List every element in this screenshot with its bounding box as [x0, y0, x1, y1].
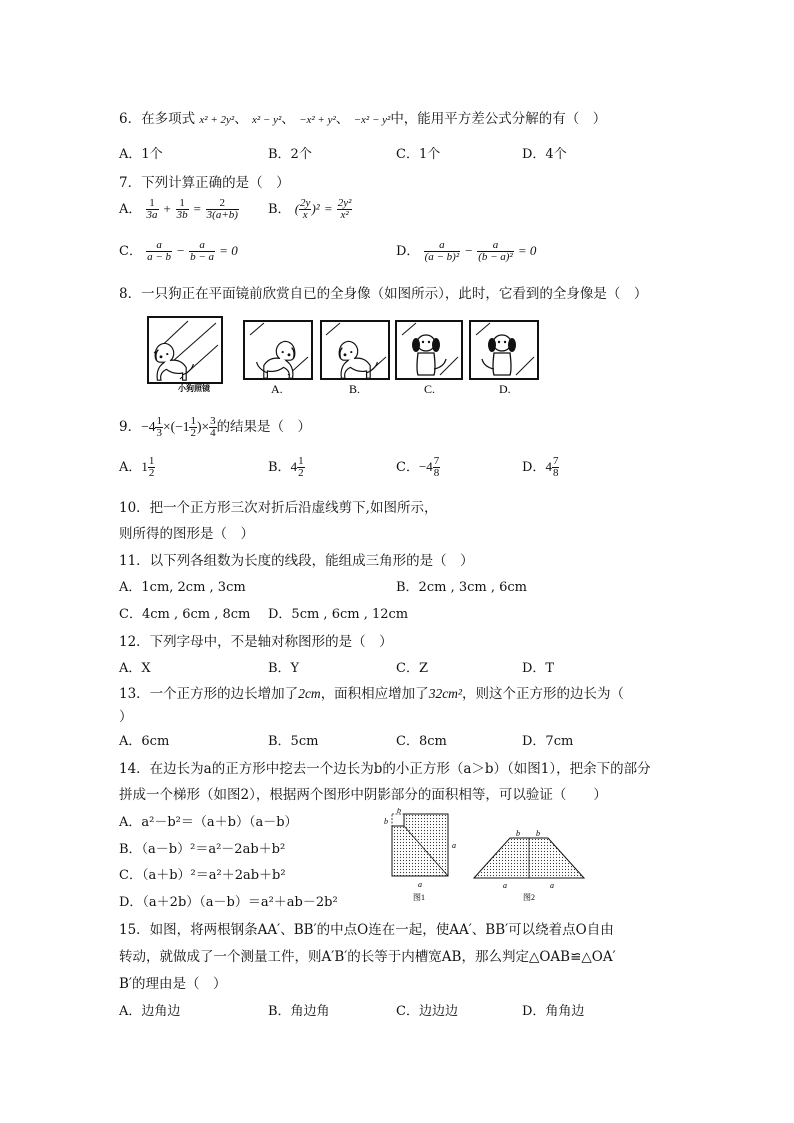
q12-option-b[interactable]: B．Y: [268, 661, 300, 676]
q6-expr1: x² + 2y²: [199, 114, 235, 126]
q7-a-f2n: 1: [176, 198, 189, 210]
q6-number: 6．: [119, 111, 142, 127]
q14-option-d[interactable]: D．（a＋2b）（a－b）＝a²＋ab－2b²: [119, 895, 338, 910]
q10-line1: 10．把一个正方形三次对折后沿虚线剪下,如图所示，: [119, 500, 438, 516]
q7-b-rhs-n: 2y²: [337, 197, 352, 209]
q13-stem-c: ，则这个正方形的边长为（: [461, 686, 624, 702]
q9-option-a[interactable]: [119, 456, 155, 479]
q13-stem-b: ，面积相应增加了: [320, 686, 429, 702]
fig2-b1: b: [516, 829, 520, 838]
q7-a-frac3: [206, 198, 239, 221]
q7-c-frac1: [146, 240, 172, 263]
q8-label-c: C.: [424, 382, 436, 396]
q13-v1: 2cm: [298, 686, 321, 701]
q7-c-label: C．: [119, 244, 142, 259]
q7-option-d[interactable]: D． $\frac{a}{\text{(a − b)²}}$ − $\frac{a}{\text{(b − a)²}}$ = 0: [396, 239, 537, 263]
q7-b-rhs-d: x²: [340, 209, 349, 221]
q7-d-f1d: (a − b)²: [424, 251, 460, 263]
q7-c-tail: = 0: [219, 243, 238, 258]
q13-option-d[interactable]: D．7cm: [522, 734, 574, 749]
q11-option-a[interactable]: A．1cm, 2cm , 3cm: [119, 580, 246, 595]
q7-d-f2n: a: [477, 240, 514, 252]
q7-b-rhs: [337, 198, 353, 221]
q7-c-f1d: a − b: [147, 251, 172, 263]
q7-a-f2d: 3b: [176, 209, 188, 221]
q9-a-label: A．: [119, 460, 142, 475]
q12-option-a[interactable]: A．X: [119, 661, 151, 676]
q14-line2: 拼成一个梯形（如图2），根据两个图形中阴影部分的面积相等，可以验证（ ）: [119, 787, 607, 803]
q13-stem-a: 13．一个正方形的边长增加了: [119, 686, 299, 702]
q7-a-frac2: [176, 198, 189, 221]
q7-option-a[interactable]: A． $\frac{1}{3a}$ + $\frac{1}{3b}$ = $\frac{2}{3(a+b)}$: [119, 197, 238, 221]
q15-option-b[interactable]: B．角边角: [268, 1004, 330, 1019]
mirror-scene: [148, 317, 222, 393]
q8-option-b-figure[interactable]: [321, 321, 389, 396]
q9-tail: 的结果是（ ）: [216, 419, 312, 435]
q6-stem-a: 在多项式: [141, 111, 196, 127]
q8-label-a: A.: [271, 382, 283, 396]
q9-d-label: D．: [522, 460, 546, 475]
q15-option-d[interactable]: D．角角边: [522, 1004, 585, 1019]
q7-d-frac1: [424, 240, 461, 263]
q7-c-frac2: [189, 240, 215, 263]
q11-option-c[interactable]: C．4cm , 6cm , 8cm: [119, 607, 251, 622]
q13-option-c[interactable]: C．8cm: [396, 734, 447, 749]
q7-d-tail: = 0: [517, 243, 537, 258]
q7-a-frac1: [146, 198, 159, 221]
q7-c-f2d: b − a: [190, 251, 215, 263]
q9-c-n: 7: [433, 455, 440, 467]
q8-option-d-figure[interactable]: [470, 321, 538, 396]
q9-option-c[interactable]: [396, 456, 440, 479]
q7-d-frac2: [477, 240, 514, 263]
q6-sep: 、: [234, 111, 248, 127]
q15-line1: 15．如图，将两根钢条AA′、BB′的中点O连在一起，使AA′、BB′可以绕着点O自由: [119, 922, 614, 938]
q9-expr-prefix: −4: [141, 419, 156, 434]
q9-d-d: 8: [552, 467, 559, 479]
q9-b-n: 1: [298, 455, 304, 467]
q14-option-b[interactable]: B．（a－b）²＝a²－2ab＋b²: [119, 842, 286, 857]
q6-sep: 、: [335, 111, 350, 127]
q7-c-f2n: a: [189, 240, 215, 252]
fig2-a2: a: [550, 881, 554, 890]
q7-b-lhs-n: 2y: [300, 197, 311, 209]
q6-expr4: −x² − y²: [353, 114, 391, 126]
q7-a-f3d: 3(a+b): [206, 209, 238, 221]
q6-sep: 、: [281, 111, 295, 127]
q9-option-b[interactable]: [268, 456, 305, 479]
q7-option-c[interactable]: C． $\frac{a}{a - b}$ − $\frac{a}{b - a}$ = 0: [119, 239, 238, 263]
q9-stem: 9．−4 $\frac{1}{3}$ ×(−1 $\frac{1}{2}$ )× $\frac{3}{4}$ 的结果是（ ）: [119, 415, 312, 439]
q13-v2: 32cm²: [428, 686, 462, 701]
q13-option-b[interactable]: B．5cm: [268, 734, 319, 749]
q9-c-d: 8: [433, 467, 440, 479]
q7-b-label: B．: [268, 202, 291, 217]
q7-c-f1n: a: [146, 240, 172, 252]
q9-d-whole: 4: [545, 459, 552, 474]
q14-option-c[interactable]: C．（a＋b）²＝a²＋2ab＋b²: [119, 868, 286, 883]
q8-option-a-figure[interactable]: [244, 321, 312, 396]
q6-expr3: −x² + y²: [299, 114, 336, 126]
fig2-caption: 图2: [523, 893, 535, 902]
q13-option-a[interactable]: A．6cm: [119, 734, 170, 749]
q8-option-c-figure[interactable]: [396, 321, 462, 396]
figure-2-trapezoid: [474, 829, 584, 902]
q9-b-whole: 4: [290, 459, 298, 474]
mirror-caption: 小狗照镜: [178, 384, 210, 393]
fig2-b2: b: [536, 829, 540, 838]
q7-a-label: A．: [119, 202, 142, 217]
q7-d-f1n: a: [424, 240, 461, 252]
q6-stem-b: 中，能用平方差公式分解的有（ ）: [390, 111, 607, 127]
q7-a-f1d: 3a: [146, 209, 158, 221]
q6-expr2: x² − y²: [251, 114, 282, 126]
q14-option-a[interactable]: A．a²－b²＝（a＋b）（a－b）: [119, 815, 298, 830]
q15-line2: 转动，就做成了一个测量工件，则A′B′的长等于内槽宽AB，那么判定△OAB≌△OA′: [119, 949, 616, 965]
q13-stem: [119, 682, 624, 702]
q9-a-whole: 1: [141, 459, 148, 474]
q12-option-c[interactable]: C．Z: [396, 661, 428, 676]
fig1-a-bottom: a: [418, 880, 422, 889]
q11-option-b[interactable]: B．2cm , 3cm , 6cm: [396, 580, 527, 595]
q9-c-label: C．: [396, 460, 419, 475]
q8-label-d: D.: [499, 382, 511, 396]
q7-d-f2d: (b − a)²: [478, 251, 513, 263]
fig2-a1: a: [503, 881, 507, 890]
q7-stem: 7．下列计算正确的是（ ）: [119, 175, 290, 191]
q9-a-d: 2: [148, 467, 155, 479]
q11-stem: 11．以下列各组数为长度的线段，能组成三角形的是（ ）: [119, 553, 474, 569]
q12-stem: 12．下列字母中，不是轴对称图形的是（ ）: [119, 634, 393, 650]
q13-line2: ）: [119, 709, 133, 725]
q6-option-b[interactable]: B．2个: [268, 147, 312, 162]
q8-figure: [118, 313, 548, 399]
q6-option-d[interactable]: D．4个: [522, 147, 567, 162]
q7-b-lhs: [299, 198, 311, 221]
q7-d-label: D．: [396, 244, 420, 259]
fig1-b-top: b: [397, 808, 401, 815]
q9-number: 9．: [119, 419, 142, 435]
q14-figure: [378, 808, 593, 902]
q7-a-f3n: 2: [206, 198, 239, 210]
q10-line2: 则所得的图形是（ ）: [119, 526, 254, 542]
fig1-b-left: b: [384, 817, 388, 826]
fig1-a-right: a: [452, 841, 456, 850]
q7-option-b[interactable]: B． ( $\frac{2y}{x}$ )² = $\frac{\text{2y²}}{\text{x²}}$: [268, 197, 352, 221]
q12-option-d[interactable]: D．T: [522, 661, 555, 676]
q9-b-label: B．: [268, 460, 291, 475]
q9-b-d: 2: [298, 467, 304, 479]
q9-a-n: 1: [148, 455, 155, 467]
q15-option-c[interactable]: C．边边边: [396, 1004, 458, 1019]
figure-1-square: [384, 808, 456, 902]
q9-d-n: 7: [552, 455, 559, 467]
fig1-caption: 图1: [413, 893, 425, 902]
q6-stem: [119, 107, 606, 127]
q7-a-f1n: 1: [146, 198, 159, 210]
q14-line1: 14．在边长为a的正方形中挖去一个边长为b的小正方形（a＞b）（如图1），把余下的部分: [119, 761, 651, 777]
q15-option-a[interactable]: A．边角边: [119, 1004, 181, 1019]
q9-c-whole: −4: [418, 459, 433, 474]
q6-option-a[interactable]: A．1个: [119, 147, 163, 162]
q7-b-lhs-d: x: [302, 209, 308, 221]
q8-label-b: B.: [349, 382, 361, 396]
q6-option-c[interactable]: C．1个: [396, 147, 441, 162]
q9-option-d[interactable]: [522, 456, 559, 479]
q8-stem: 8．一只狗正在平面镜前欣赏自已的全身像（如图所示），此时，它看到的全身像是（ ）: [119, 286, 648, 302]
q11-option-d[interactable]: D．5cm , 6cm , 12cm: [268, 607, 409, 622]
q15-line3: B′的理由是（ ）: [119, 976, 227, 992]
